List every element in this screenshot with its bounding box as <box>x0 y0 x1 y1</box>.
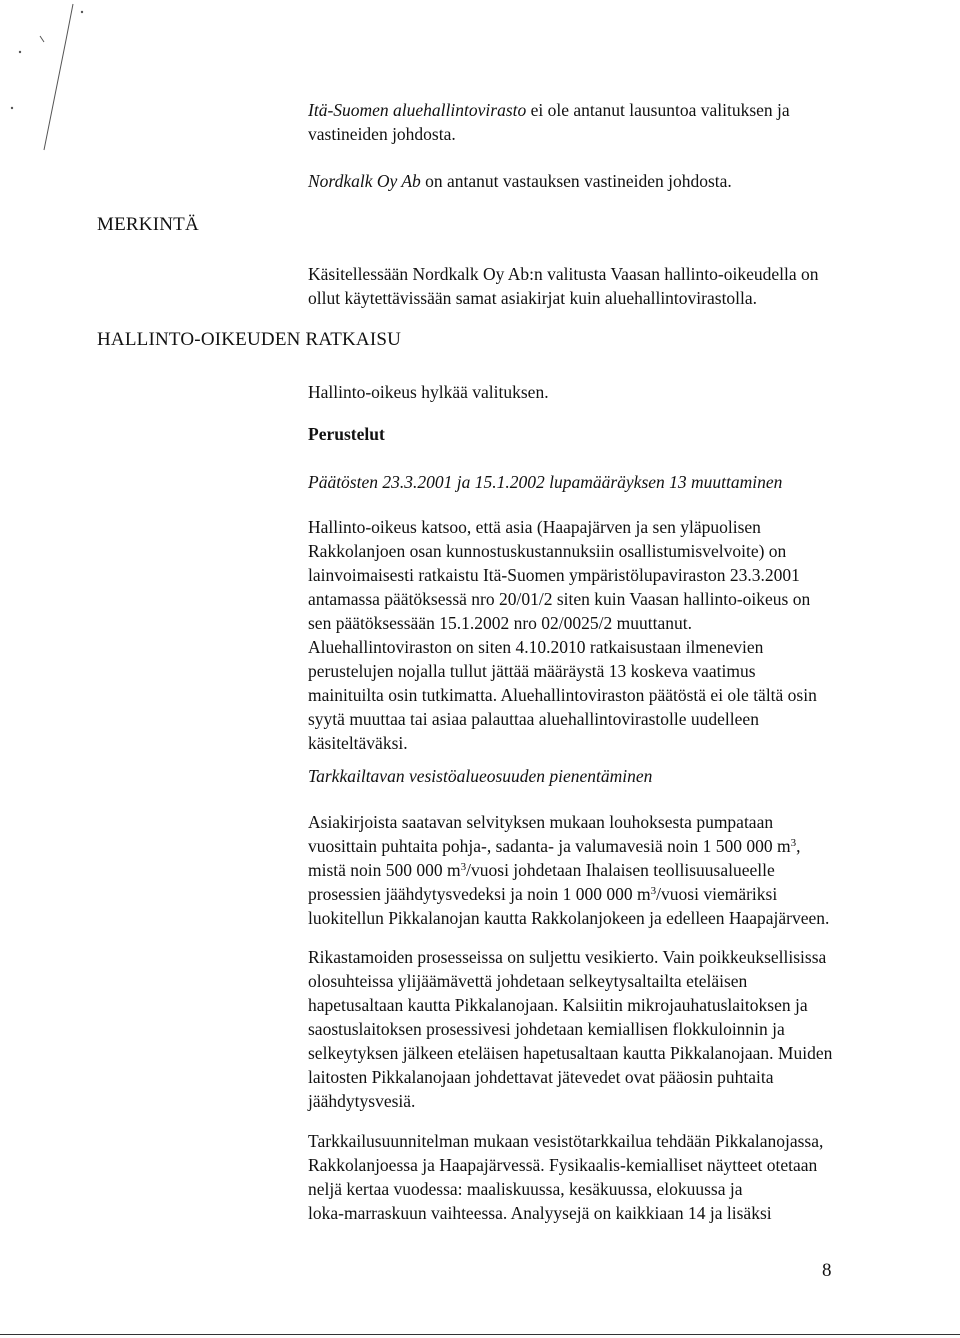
org-name-ita-suomen: Itä-Suomen aluehallintovirasto <box>308 100 527 120</box>
subheading-vesistoalue: Tarkkailtavan vesistöalueosuuden pienentäminen <box>308 766 653 786</box>
bottom-rule <box>0 1334 960 1335</box>
scan-artifact-mark <box>0 0 120 160</box>
paragraph-3: Rikastamoiden prosesseissa on suljettu vesikierto. Vain poikkeuksellisissa olosuhteissa ylijäämävettä johdetaan selkeytysaltailta eteläisen hapetusaltaan kautta Pikkalanojaan. Kalsiitin mikrojauhatuslaitoksen ja saostuslaitoksen prosessivesi johdetaan kemiallisen flokkuloinnin ja selkeytyksen jälkeen eteläisen hapetusaltaan kautta Pikkalanojaan. Muiden laitosten Pikkalanojaan johdettavat jätevedet ovat pääosin puhtaita jäähdytysvesiä. <box>308 947 833 1111</box>
paragraph-2: Asiakirjoista saatavan selvityksen mukaan louhoksesta pumpataan vuosittain puhtaita pohja-, sadanta- ja valumavesiä noin 1 500 000 $m^3$, mistä noin 500 000 $m^3$/vuosi johdetaan Ihalaisen teollisuusalueelle prosessien jäähdytysvedeksi ja noin 1 000 000 $m^3$/vuosi viemäriksi luokitellun Pikkalanojan kautta Rakkolanjokeen ja edelleen Haapajärveen. <box>308 812 830 928</box>
org-name-nordkalk: Nordkalk Oy Ab <box>308 171 421 191</box>
header-line-1: Itä-Suomen aluehallintovirasto ei ole antanut lausuntoa valituksen ja <box>308 100 790 120</box>
page-number: 8 <box>822 1260 832 1281</box>
decision-text: Hallinto-oikeus hylkää valituksen. <box>308 382 549 402</box>
ratkaisu-heading: HALLINTO-OIKEUDEN RATKAISU <box>97 329 402 350</box>
header-line-2: vastineiden johdosta. <box>308 124 456 144</box>
merkinta-heading: MERKINTÄ <box>97 214 199 235</box>
merkinta-text: Käsitellessään Nordkalk Oy Ab:n valitusta Vaasan hallinto-oikeudella on ollut käytettävissään samat asiakirjat kuin aluehallintovirastolla. <box>308 264 819 308</box>
header-line-3: Nordkalk Oy Ab on antanut vastauksen vastineiden johdosta. <box>308 171 732 191</box>
header-block <box>308 98 888 146</box>
perustelut-heading: Perustelut <box>308 424 385 444</box>
paragraph-4: Tarkkailusuunnitelman mukaan vesistötarkkailua tehdään Pikkalanojassa, Rakkolanjoessa ja Haapajärvessä. Fysikaalis-kemialliset näytteet otetaan neljä kertaa vuodessa: maaliskuussa, kesäkuussa, elokuussa ja loka-marraskuun vaihteessa. Analyysejä on kaikkiaan 14 ja lisäksi <box>308 1131 824 1223</box>
header-block-2 <box>308 169 888 193</box>
subheading-lupamaarays: Päätösten 23.3.2001 ja 15.1.2002 lupamääräyksen 13 muuttaminen <box>308 472 783 492</box>
paragraph-1: Hallinto-oikeus katsoo, että asia (Haapajärven ja sen yläpuolisen Rakkolanjoen osan kunnostuskustannuksiin osallistumisvelvoite) on lainvoimaisesti ratkaistu Itä-Suomen ympäristölupaviraston 23.3.2001 antamassa päätöksessä nro 20/01/2 siten kuin Vaasan hallinto-oikeus on sen päätöksessään 15.1.2002 nro 02/0025/2 muuttanut. Aluehallintoviraston on siten 4.10.2010 ratkaisustaan ilmenevien perustelujen nojalla tullut jättää määräystä 13 koskeva vaatimus mainituilta osin tutkimatta. Aluehallintoviraston päätöstä ei ole tältä osin syytä muuttaa tai asiaa palauttaa aluehallintovirastolle uudelleen käsiteltäväksi. <box>308 517 817 753</box>
